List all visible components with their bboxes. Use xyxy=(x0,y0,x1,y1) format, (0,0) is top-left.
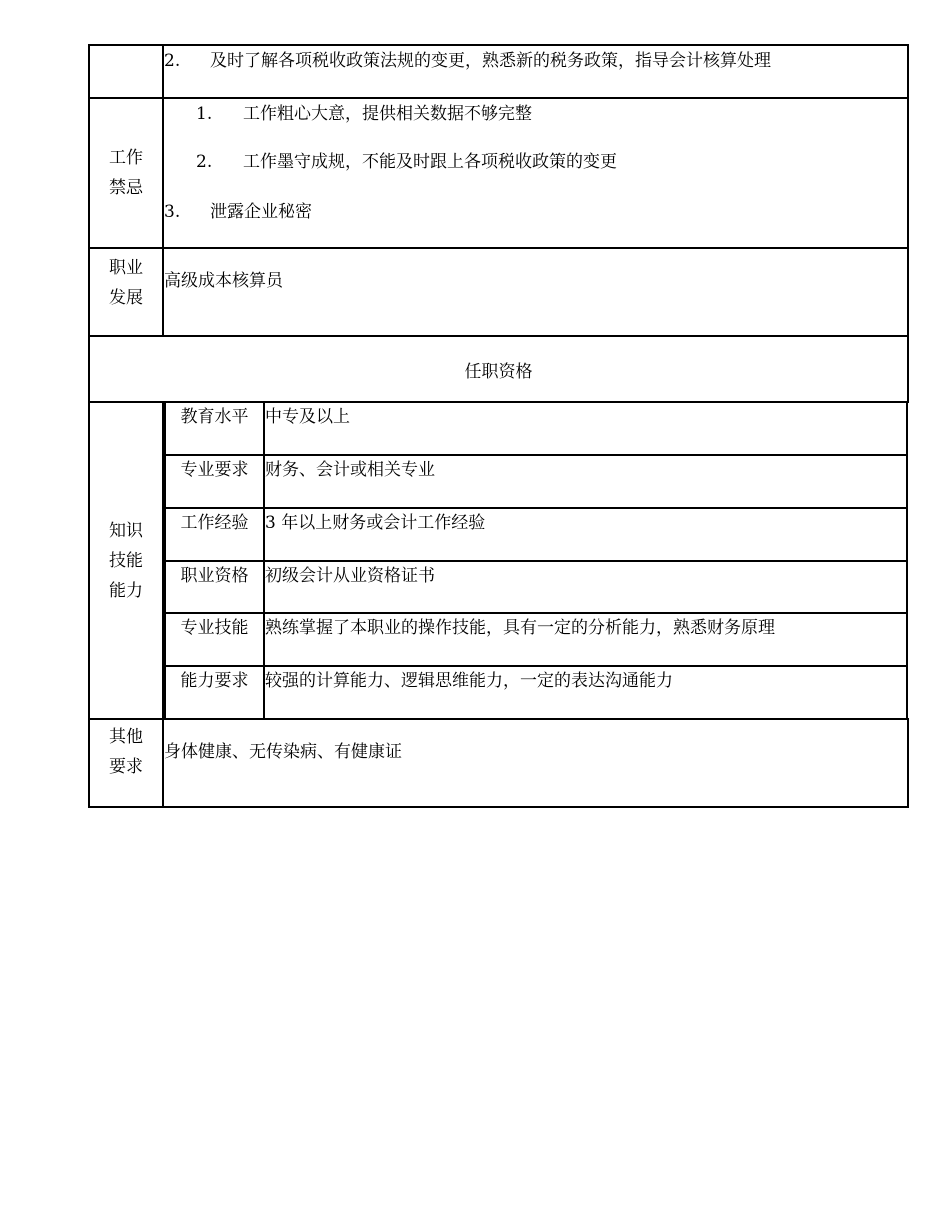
other-label: 其他 要求 xyxy=(89,719,163,807)
duty-continuation-cell xyxy=(163,45,908,98)
row-value: 中专及以上 xyxy=(264,403,907,455)
row-label: 职业资格 xyxy=(165,561,264,613)
knowledge-row xyxy=(89,402,908,719)
table-row xyxy=(165,508,907,561)
taboo-item: 3. 泄露企业秘密 xyxy=(164,202,312,222)
work-taboo-cell xyxy=(163,98,908,248)
row-label: 专业技能 xyxy=(165,613,264,666)
job-description-sheet xyxy=(88,44,907,808)
career-row xyxy=(89,248,908,336)
career-text: 高级成本核算员 xyxy=(164,271,283,291)
section-title: 任职资格 xyxy=(89,336,908,402)
table-row xyxy=(165,455,907,508)
table-row xyxy=(165,403,907,455)
row-value: 3 年以上财务或会计工作经验 xyxy=(264,508,907,561)
row-label: 教育水平 xyxy=(165,403,264,455)
knowledge-subtable-cell xyxy=(163,402,908,719)
taboo-item: 2. 工作墨守成规，不能及时跟上各项税收政策的变更 xyxy=(196,152,617,172)
taboo-item: 1. 工作粗心大意，提供相关数据不够完整 xyxy=(196,104,532,124)
career-label: 职业 发展 xyxy=(89,248,163,336)
table-row xyxy=(165,666,907,718)
row-value: 较强的计算能力、逻辑思维能力，一定的表达沟通能力 xyxy=(264,666,907,718)
item-number: 2. xyxy=(164,51,181,71)
work-taboo-label: 工作 禁忌 xyxy=(89,98,163,248)
duty-continuation-row xyxy=(89,45,908,98)
knowledge-label: 知识 技能 能力 xyxy=(89,402,163,719)
row-label: 工作经验 xyxy=(165,508,264,561)
other-requirements-row xyxy=(89,719,908,807)
knowledge-subtable xyxy=(164,403,908,718)
qualification-title-row xyxy=(89,336,908,402)
duty-item xyxy=(164,49,907,73)
item-text: 及时了解各项税收政策法规的变更，熟悉新的税务政策，指导会计核算处理 xyxy=(210,51,771,71)
row-value: 初级会计从业资格证书 xyxy=(264,561,907,613)
row-label: 能力要求 xyxy=(165,666,264,718)
empty-label-cell xyxy=(89,45,163,98)
job-description-table xyxy=(88,44,909,808)
table-row xyxy=(165,561,907,613)
career-cell xyxy=(163,248,908,336)
row-label: 专业要求 xyxy=(165,455,264,508)
work-taboo-row xyxy=(89,98,908,248)
other-text: 身体健康、无传染病、有健康证 xyxy=(164,742,402,762)
other-cell xyxy=(163,719,908,807)
table-row xyxy=(165,613,907,666)
row-value: 熟练掌握了本职业的操作技能，具有一定的分析能力，熟悉财务原理 xyxy=(264,613,907,666)
row-value: 财务、会计或相关专业 xyxy=(264,455,907,508)
